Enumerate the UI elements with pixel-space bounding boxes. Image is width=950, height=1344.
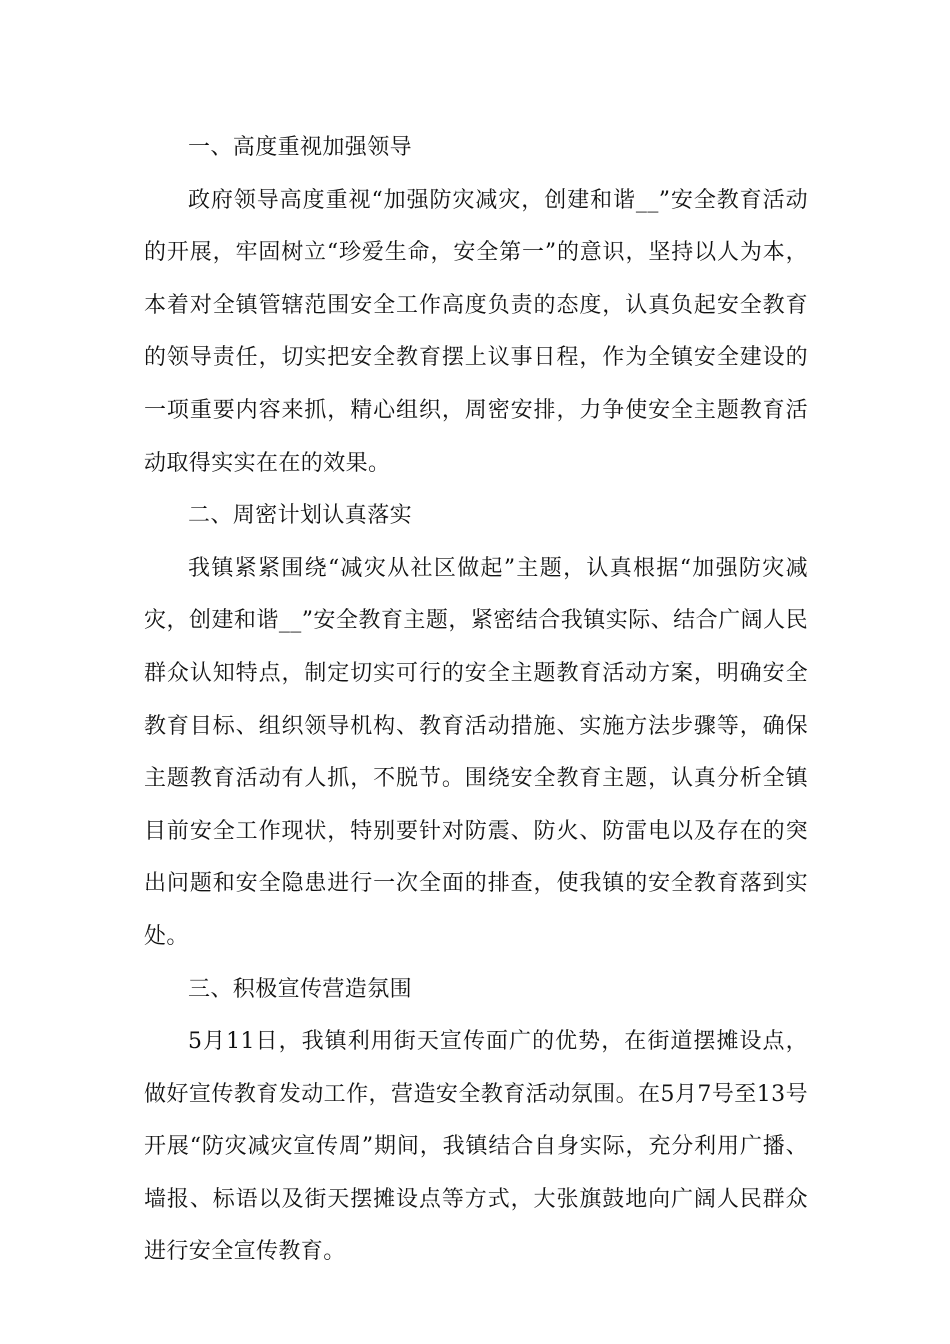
section-paragraph-2: 我镇紧紧围绕“减灾从社区做起”主题，认真根据“加强防灾减灾，创建和谐__”安全教育主题，紧密结合我镇实际、结合广阔人民群众认知特点，制定切实可行的安全主题教育活动方案，明确安全教育目标、组织领导机构、教育活动措施、实施方法步骤等，确保主题教育活动有人抓，不脱节。围绕安全教育主题，认真分析全镇目前安全工作现状，特别要针对防震、防火、防雷电以及存在的突出问题和安全隐患进行一次全面的排查，使我镇的安全教育落到实处。 [144, 555, 808, 949]
section-paragraph-3: 5月11日，我镇利用街天宣传面广的优势，在街道摆摊设点，做好宣传教育发动工作，营造安全教育活动氛围。在5月7号至13号开展“防灾减灾宣传周”期间，我镇结合自身实际，充分利用广播、墙报、标语以及街天摆摊设点等方式，大张旗鼓地向广阔人民群众进行安全宣传教育。 [144, 1029, 808, 1265]
section-paragraph-1: 政府领导高度重视“加强防灾减灾，创建和谐__”安全教育活动的开展，牢固树立“珍爱生命，安全第一”的意识，坚持以人为本，本着对全镇管辖范围安全工作高度负责的态度，认真负起安全教育的领导责任，切实把安全教育摆上议事日程，作为全镇安全建设的一项重要内容来抓，精心组织，周密安排，力争使安全主题教育活动取得实实在在的效果。 [144, 187, 808, 476]
document-page [144, 122, 808, 1279]
section-heading-1: 一、高度重视加强领导 [188, 135, 413, 160]
section-heading-2: 二、周密计划认真落实 [188, 503, 413, 529]
section-heading-3: 三、积极宣传营造氛围 [188, 976, 413, 1002]
